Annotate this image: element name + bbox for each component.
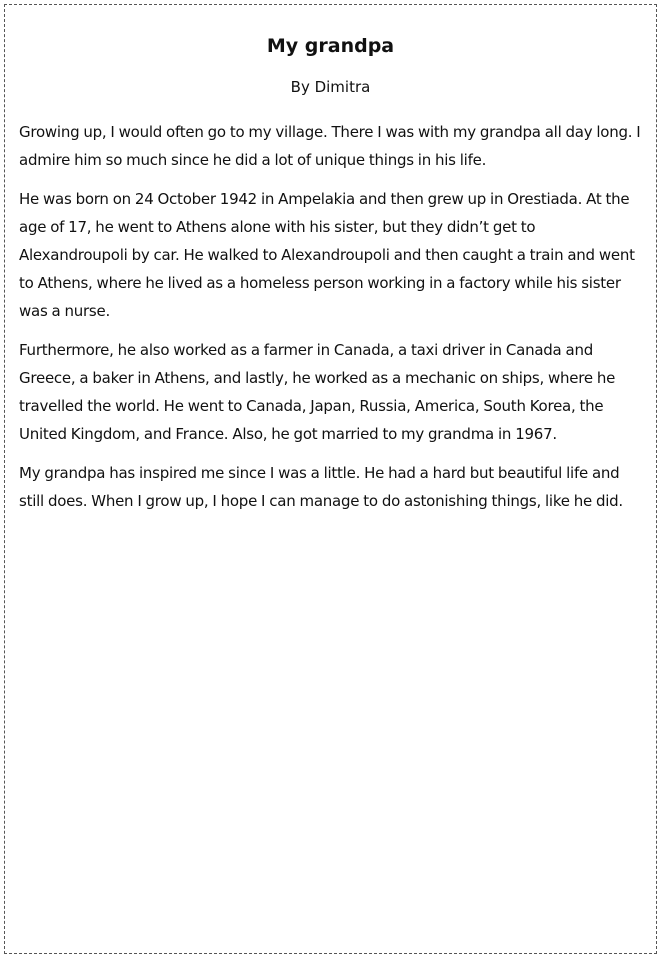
paragraph-3: Furthermore, he also worked as a farmer in Canada, a taxi driver in Canada and Greece, a baker in Athens, and lastly, he worked as a mechanic on ships, where he travelled the world. He went to Canada, Japan, Russia, America, South Korea, the United Kingdom, and France. Also, he got married to my grandma in 1967. <box>19 341 616 443</box>
paragraph-2: He was born on 24 October 1942 in Ampelakia and then grew up in Orestiada. At the age of 17, he went to Athens alone with his sister, but they didn’t get to Alexandroupoli by car. He walked to Alexandroupoli and then caught a train and went to Athens, where he lived as a homeless person working in a factory while his sister was a nurse. <box>19 190 635 320</box>
document-title: My grandpa <box>266 35 395 57</box>
paragraph-1: Growing up, I would often go to my village. There I was with my grandpa all day long. I admire him so much since he did a lot of unique things in his life. <box>19 123 641 169</box>
document-page <box>4 4 657 954</box>
document-byline: By Dimitra <box>290 78 371 96</box>
document-body <box>19 118 646 526</box>
paragraph-4: My grandpa has inspired me since I was a little. He had a hard but beautiful life and still does. When I grow up, I hope I can manage to do astonishing things, like he did. <box>19 464 623 510</box>
